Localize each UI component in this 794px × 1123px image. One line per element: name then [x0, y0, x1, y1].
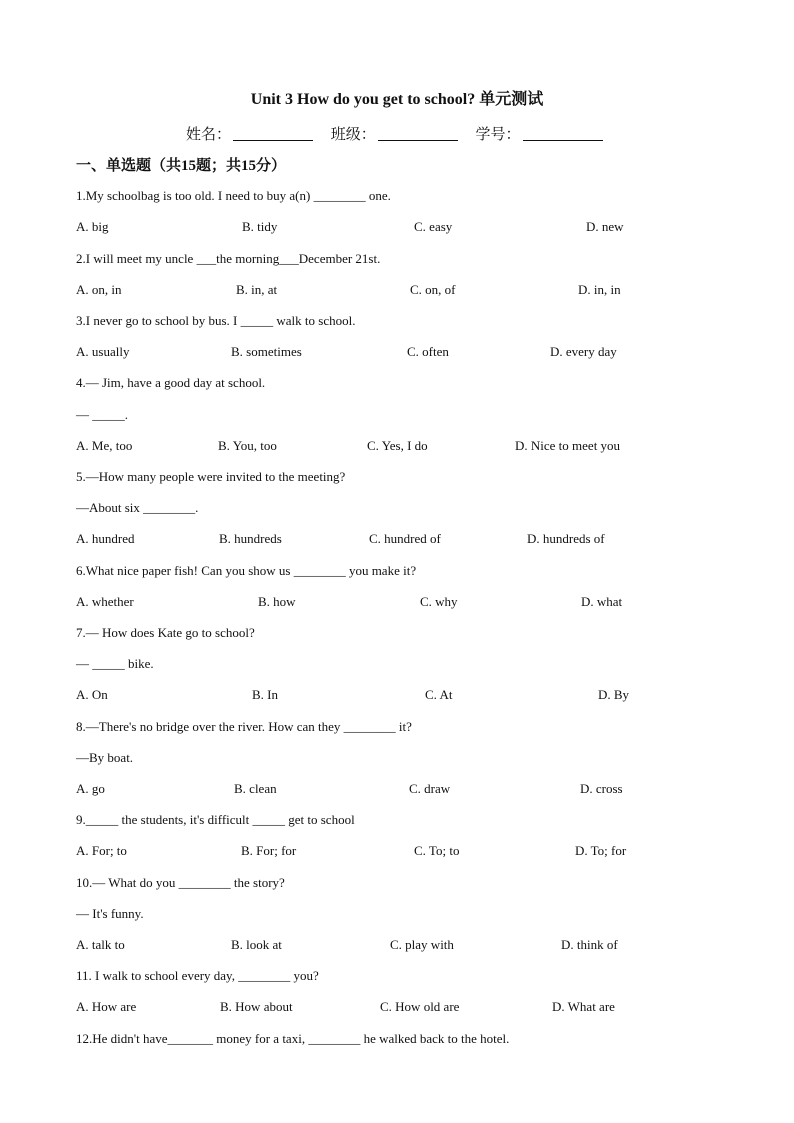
q1-option-c[interactable]: C. easy — [414, 219, 453, 234]
question-5-reply: —About six ________. — [76, 500, 199, 515]
q7-option-b[interactable]: B. In — [252, 687, 278, 702]
q10-option-b[interactable]: B. look at — [231, 937, 282, 952]
q4-option-b[interactable]: B. You, too — [218, 438, 277, 453]
q1-option-d[interactable]: D. new — [586, 219, 624, 234]
id-field — [476, 123, 603, 144]
question-3: 3.I never go to school by bus. I _____ walk to school. — [76, 313, 356, 328]
page-title: Unit 3 How do you get to school? 单元测试 — [250, 91, 544, 108]
q2-option-c[interactable]: C. on, of — [410, 282, 456, 297]
q3-option-b[interactable]: B. sometimes — [231, 344, 302, 359]
id-label: 学号： — [475, 127, 521, 143]
q3-option-c[interactable]: C. often — [407, 344, 449, 359]
q10-option-d[interactable]: D. think of — [561, 937, 618, 952]
q11-option-a[interactable]: A. How are — [76, 999, 137, 1014]
q4-option-c[interactable]: C. Yes, I do — [367, 438, 428, 453]
q10-option-c[interactable]: C. play with — [390, 937, 454, 952]
q6-option-d[interactable]: D. what — [581, 594, 623, 609]
q4-option-a[interactable]: A. Me, too — [76, 438, 133, 453]
q1-option-b[interactable]: B. tidy — [242, 219, 278, 234]
q11-option-d[interactable]: D. What are — [552, 999, 615, 1014]
q8-option-c[interactable]: C. draw — [409, 781, 451, 796]
q8-option-a[interactable]: A. go — [76, 781, 105, 796]
question-5: 5.—How many people were invited to the meeting? — [76, 469, 346, 484]
id-blank[interactable] — [523, 126, 603, 141]
class-field — [331, 123, 458, 144]
q9-option-b[interactable]: B. For; for — [241, 843, 297, 858]
q2-option-b[interactable]: B. in, at — [236, 282, 278, 297]
q6-option-c[interactable]: C. why — [420, 594, 458, 609]
question-9: 9._____ the students, it's difficult _____ get to school — [76, 812, 355, 827]
section-heading: 一、单选题（共15题；共15分） — [76, 158, 287, 174]
question-10: 10.— What do you ________ the story? — [76, 875, 285, 890]
student-info-row — [186, 123, 617, 144]
class-blank[interactable] — [378, 126, 458, 141]
question-4: 4.— Jim, have a good day at school. — [76, 375, 266, 390]
q7-option-a[interactable]: A. On — [76, 687, 108, 702]
q8-option-d[interactable]: D. cross — [580, 781, 623, 796]
q1-option-a[interactable]: A. big — [76, 219, 109, 234]
q2-option-a[interactable]: A. on, in — [76, 282, 122, 297]
name-label: 姓名： — [186, 127, 232, 143]
q11-option-c[interactable]: C. How old are — [380, 999, 460, 1014]
q3-option-d[interactable]: D. every day — [550, 344, 617, 359]
q9-option-a[interactable]: A. For; to — [76, 843, 127, 858]
q10-option-a[interactable]: A. talk to — [76, 937, 125, 952]
q5-option-a[interactable]: A. hundred — [76, 531, 135, 546]
q6-option-b[interactable]: B. how — [258, 594, 296, 609]
question-6: 6.What nice paper fish! Can you show us ________ you make it? — [76, 563, 417, 578]
question-12: 12.He didn't have_______ money for a taxi, ________ he walked back to the hotel. — [76, 1031, 510, 1046]
q4-option-d[interactable]: D. Nice to meet you — [515, 438, 621, 453]
question-11: 11. I walk to school every day, ________ you? — [76, 968, 319, 983]
question-2: 2.I will meet my uncle ___the morning___December 21st. — [76, 251, 381, 266]
q9-option-c[interactable]: C. To; to — [414, 843, 460, 858]
question-4-reply: — _____. — [76, 407, 128, 422]
q7-option-d[interactable]: D. By — [598, 687, 630, 702]
name-blank[interactable] — [233, 126, 313, 141]
q2-option-d[interactable]: D. in, in — [578, 282, 621, 297]
q9-option-d[interactable]: D. To; for — [575, 843, 627, 858]
q5-option-b[interactable]: B. hundreds — [219, 531, 282, 546]
question-7-reply: — _____ bike. — [76, 656, 154, 671]
class-label: 班级： — [330, 127, 376, 143]
q5-option-d[interactable]: D. hundreds of — [527, 531, 605, 546]
q5-option-c[interactable]: C. hundred of — [369, 531, 441, 546]
q3-option-a[interactable]: A. usually — [76, 344, 130, 359]
question-1: 1.My schoolbag is too old. I need to buy a(n) ________ one. — [76, 188, 391, 203]
question-7: 7.— How does Kate go to school? — [76, 625, 255, 640]
q8-option-b[interactable]: B. clean — [234, 781, 277, 796]
q11-option-b[interactable]: B. How about — [220, 999, 293, 1014]
name-field — [186, 123, 313, 144]
question-8-reply: —By boat. — [76, 750, 134, 765]
question-10-reply: — It's funny. — [76, 906, 144, 921]
q6-option-a[interactable]: A. whether — [76, 594, 134, 609]
q7-option-c[interactable]: C. At — [425, 687, 453, 702]
question-8: 8.—There's no bridge over the river. How can they ________ it? — [76, 719, 412, 734]
